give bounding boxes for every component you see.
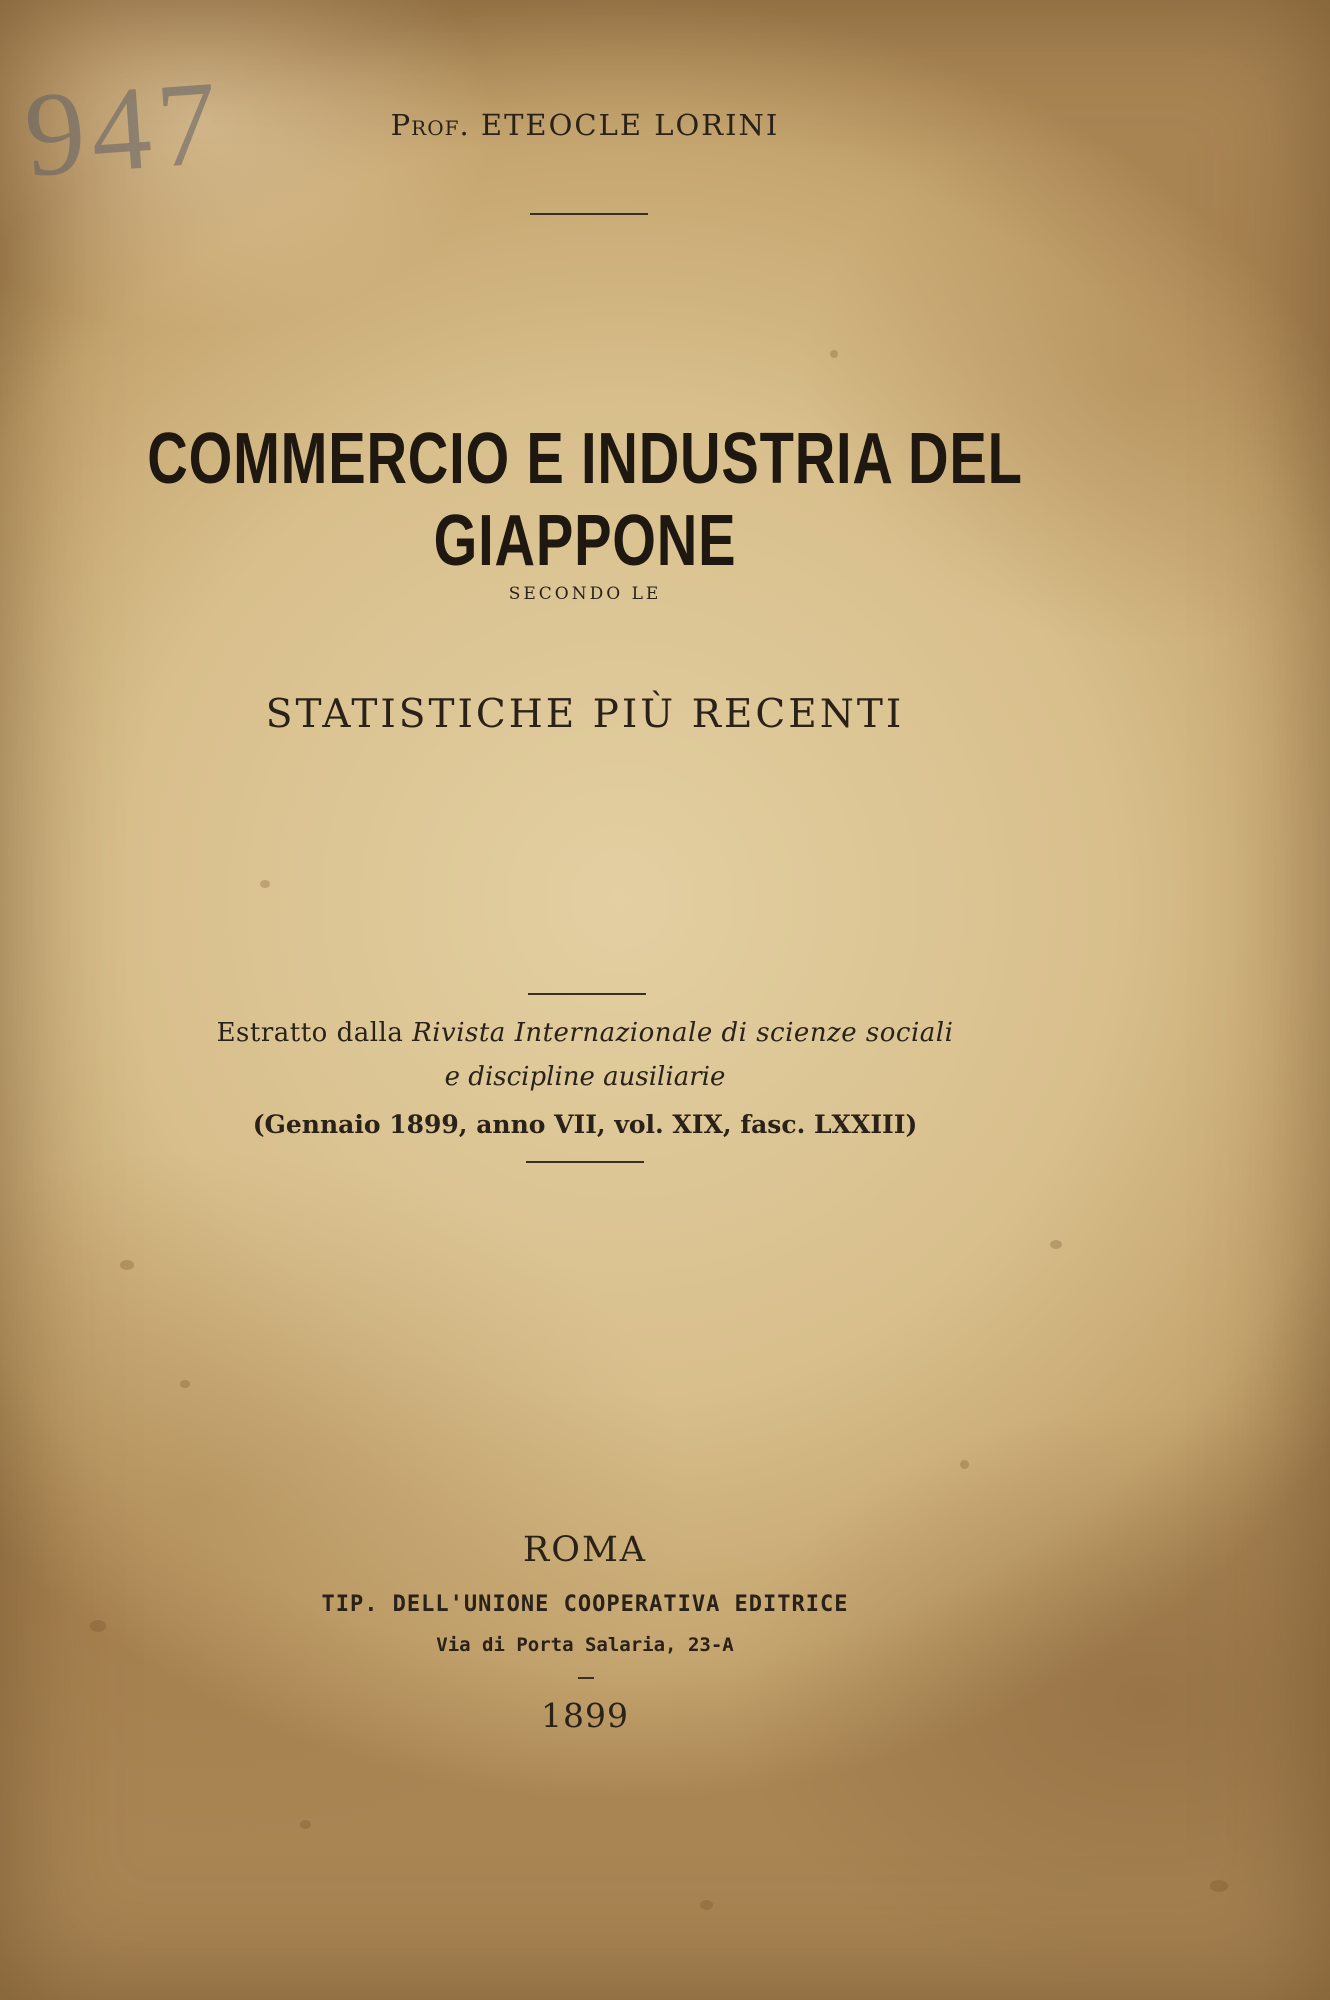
journal-title-continued: e discipline ausiliarie bbox=[444, 1062, 726, 1092]
extract-line bbox=[0, 1018, 1170, 1048]
book-title: COMMERCIO E INDUSTRIA DEL GIAPPONE bbox=[147, 419, 1023, 581]
issue-details: (Gennaio 1899, anno VII, vol. XIX, fasc. LXXIII) bbox=[252, 1110, 918, 1139]
foxing-spot bbox=[830, 350, 838, 358]
foxing-spot bbox=[300, 1820, 311, 1829]
extract-lead: Estratto dalla bbox=[216, 1018, 404, 1048]
journal-title: Rivista Internazionale di scienze sociali bbox=[412, 1018, 954, 1048]
foxing-spot bbox=[1210, 1880, 1228, 1892]
foxing-spot bbox=[700, 1900, 713, 1910]
foxing-spot bbox=[260, 880, 270, 888]
divider-rule bbox=[530, 213, 648, 215]
author-name: ETEOCLE LORINI bbox=[480, 108, 780, 142]
imprint-printer: TIP. DELL'UNIONE COOPERATIVA EDITRICE bbox=[321, 1592, 849, 1617]
book-subtitle: STATISTICHE PIÙ RECENTI bbox=[265, 692, 905, 737]
divider-rule bbox=[578, 1677, 594, 1679]
pencil-annotation: 947 bbox=[20, 55, 228, 202]
imprint-city: ROMA bbox=[522, 1530, 648, 1570]
imprint-year: 1899 bbox=[541, 1696, 629, 1735]
foxing-spot bbox=[1050, 1240, 1062, 1249]
title-connector: SECONDO LE bbox=[508, 584, 662, 604]
author-prefix: Prof. bbox=[390, 108, 470, 142]
imprint-address: Via di Porta Salaria, 23-A bbox=[436, 1634, 734, 1656]
author-line bbox=[0, 108, 1170, 142]
foxing-spot bbox=[960, 1460, 969, 1469]
foxing-spot bbox=[120, 1260, 134, 1270]
foxing-spot bbox=[180, 1380, 190, 1388]
divider-rule bbox=[526, 1161, 644, 1163]
foxing-spot bbox=[90, 1620, 106, 1632]
divider-rule bbox=[528, 993, 646, 995]
